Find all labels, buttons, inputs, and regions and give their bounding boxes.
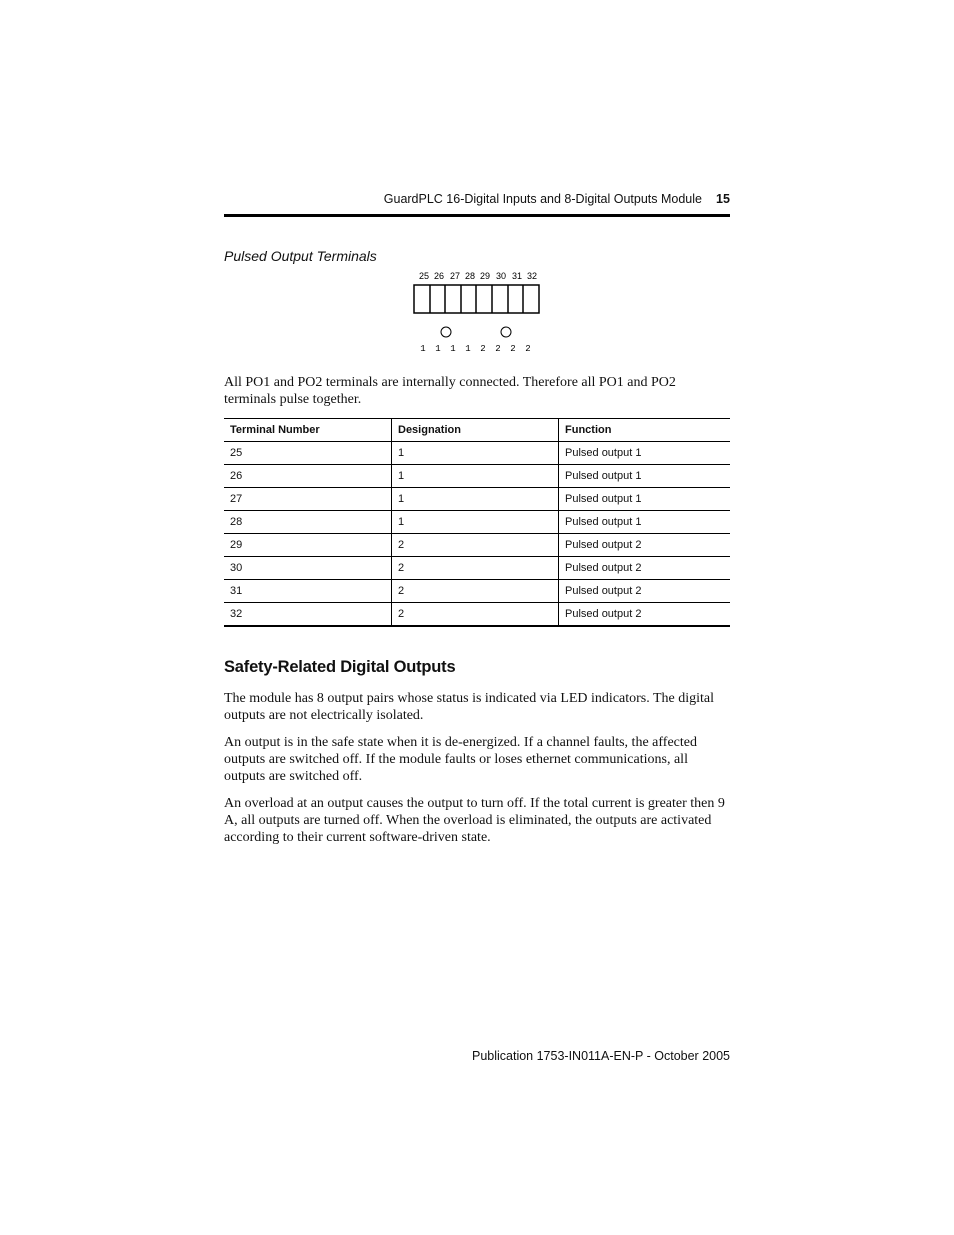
terminal-block-diagram: [408, 266, 548, 356]
cell-terminal-number: 30: [224, 557, 392, 580]
section-heading: Safety-Related Digital Outputs: [224, 658, 456, 676]
cell-terminal-number: 25: [224, 442, 392, 465]
cell-function: Pulsed output 1: [559, 488, 731, 511]
table-header-row: [224, 419, 730, 442]
header-rule: [224, 214, 730, 217]
terminal-slots: [430, 285, 523, 313]
designation-label: 2: [495, 344, 501, 354]
terminal-number-label: 29: [479, 271, 491, 281]
table-row: [224, 580, 730, 603]
terminal-block: [414, 285, 539, 313]
intro-paragraph: All PO1 and PO2 terminals are internally connected. Therefore all PO1 and PO2 terminals pulse together.: [224, 375, 676, 407]
table-row: [224, 442, 730, 465]
cell-function: Pulsed output 1: [559, 465, 731, 488]
terminal-table: [224, 418, 730, 627]
designation-label: 2: [525, 344, 531, 354]
cell-function: Pulsed output 1: [559, 511, 731, 534]
cell-terminal-number: 32: [224, 603, 392, 627]
publication-footer: Publication 1753-IN011A-EN-P - October 2005: [471, 1049, 730, 1063]
body-paragraph: The module has 8 output pairs whose status is indicated via LED indicators. The digital outputs are not electrically isolated.: [224, 691, 715, 723]
cell-designation: 2: [392, 534, 559, 557]
table-row: [224, 534, 730, 557]
terminal-number-label: 27: [449, 271, 461, 281]
cell-designation: 2: [392, 580, 559, 603]
cell-function: Pulsed output 1: [559, 442, 731, 465]
table-row: [224, 465, 730, 488]
cell-function: Pulsed output 2: [559, 534, 731, 557]
cell-designation: 1: [392, 465, 559, 488]
table-row: [224, 488, 730, 511]
terminal-number-label: 28: [464, 271, 476, 281]
po2-connector-circle: [501, 327, 511, 337]
cell-terminal-number: 28: [224, 511, 392, 534]
table-row: [224, 603, 730, 627]
terminal-number-label: 26: [433, 271, 445, 281]
cell-terminal-number: 31: [224, 580, 392, 603]
table-row: [224, 511, 730, 534]
designation-label: 1: [450, 344, 456, 354]
figure-caption: Pulsed Output Terminals: [224, 248, 377, 264]
designation-label: 2: [480, 344, 486, 354]
terminal-number-labels: [419, 271, 537, 281]
po1-connector-circle: [441, 327, 451, 337]
running-header: GuardPLC 16-Digital Inputs and 8-Digital Outputs Module: [383, 192, 702, 206]
header-function: Function: [559, 419, 731, 442]
header-designation: Designation: [392, 419, 559, 442]
designation-label: 2: [510, 344, 516, 354]
cell-designation: 1: [392, 442, 559, 465]
terminal-number-label: 31: [511, 271, 523, 281]
table-row: [224, 557, 730, 580]
body-paragraph: An output is in the safe state when it is de-energized. If a channel faults, the affected outputs are switched off. If the module faults or loses ethernet communications, all outputs are switched off.: [224, 735, 697, 784]
designation-label: 1: [465, 344, 471, 354]
cell-designation: 1: [392, 511, 559, 534]
terminal-number-label: 32: [526, 271, 538, 281]
cell-terminal-number: 29: [224, 534, 392, 557]
terminal-number-label: 25: [418, 271, 430, 281]
cell-function: Pulsed output 2: [559, 557, 731, 580]
body-paragraph: An overload at an output causes the output to turn off. If the total current is greater then 9 A, all outputs are turned off. When the overload is eliminated, the outputs are activated according to their current software-driven state.: [224, 796, 725, 845]
cell-designation: 2: [392, 557, 559, 580]
cell-terminal-number: 26: [224, 465, 392, 488]
cell-function: Pulsed output 2: [559, 603, 731, 627]
designation-label: 1: [420, 344, 426, 354]
terminal-number-label: 30: [495, 271, 507, 281]
cell-function: Pulsed output 2: [559, 580, 731, 603]
cell-terminal-number: 27: [224, 488, 392, 511]
cell-designation: 1: [392, 488, 559, 511]
page-number: 15: [716, 192, 730, 206]
designation-labels: [420, 344, 530, 354]
designation-label: 1: [435, 344, 441, 354]
cell-designation: 2: [392, 603, 559, 627]
header-terminal-number: Terminal Number: [224, 419, 392, 442]
